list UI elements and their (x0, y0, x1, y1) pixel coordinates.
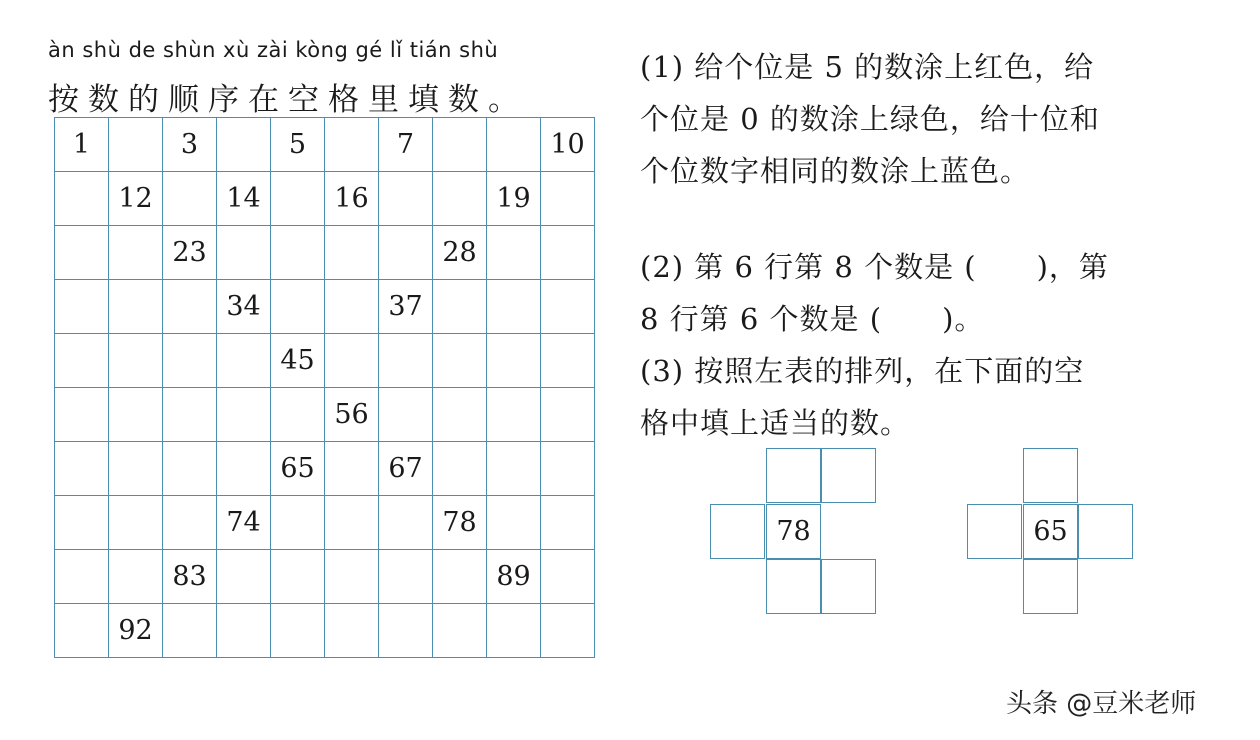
grid-cell-empty[interactable] (217, 334, 271, 388)
grid-cell-number: 28 (433, 226, 487, 280)
grid-cell-empty[interactable] (55, 226, 109, 280)
grid-cell-empty[interactable] (325, 226, 379, 280)
grid-cell-empty[interactable] (163, 496, 217, 550)
grid-cell-empty[interactable] (379, 496, 433, 550)
grid-row (55, 604, 595, 658)
grid-row (55, 442, 595, 496)
grid-cell-empty[interactable] (541, 226, 595, 280)
grid-cell-empty[interactable] (55, 334, 109, 388)
grid-cell-number: 23 (163, 226, 217, 280)
grid-cell-empty[interactable] (55, 604, 109, 658)
question-2-line-2-start: 8 行第 6 个数是 ( (640, 302, 883, 336)
grid-cell-number: 10 (541, 118, 595, 172)
grid-cell-empty[interactable] (217, 118, 271, 172)
grid-cell-number: 74 (217, 496, 271, 550)
grid-cell-empty[interactable] (487, 442, 541, 496)
grid-cell-number: 16 (325, 172, 379, 226)
grid-cell-number: 89 (487, 550, 541, 604)
grid-row (55, 118, 595, 172)
grid-row (55, 388, 595, 442)
grid-cell-empty[interactable] (379, 388, 433, 442)
grid-cell-number: 67 (379, 442, 433, 496)
grid-cell-empty[interactable] (271, 172, 325, 226)
grid-cell-empty[interactable] (217, 442, 271, 496)
grid-cell-empty[interactable] (217, 604, 271, 658)
grid-cell-empty[interactable] (433, 550, 487, 604)
puzzle-right (967, 448, 1135, 616)
grid-cell-empty[interactable] (325, 118, 379, 172)
grid-cell-empty[interactable] (379, 226, 433, 280)
grid-cell-empty[interactable] (271, 604, 325, 658)
grid-cell-empty[interactable] (109, 334, 163, 388)
grid-cell-empty[interactable] (379, 604, 433, 658)
question-2-line-1-start: (2) 第 6 行第 8 个数是 ( (640, 250, 977, 284)
grid-cell-empty[interactable] (271, 550, 325, 604)
grid-cell-empty[interactable] (217, 550, 271, 604)
question-1 (640, 41, 1100, 197)
question-2-line-2-end: )。 (942, 302, 985, 336)
grid-cell-empty[interactable] (109, 550, 163, 604)
grid-cell-empty[interactable] (487, 496, 541, 550)
grid-cell-empty[interactable] (55, 172, 109, 226)
grid-cell-empty[interactable] (541, 280, 595, 334)
grid-cell-empty[interactable] (109, 118, 163, 172)
grid-cell-empty[interactable] (325, 334, 379, 388)
grid-cell-number: 1 (55, 118, 109, 172)
question-2-line-1-end: )，第 (1036, 250, 1109, 284)
grid-cell-empty[interactable] (541, 334, 595, 388)
grid-cell-number: 37 (379, 280, 433, 334)
grid-cell-empty[interactable] (433, 280, 487, 334)
grid-cell-empty[interactable] (163, 280, 217, 334)
grid-cell-empty[interactable] (433, 172, 487, 226)
grid-cell-empty[interactable] (433, 118, 487, 172)
grid-cell-number: 3 (163, 118, 217, 172)
grid-cell-empty[interactable] (217, 388, 271, 442)
grid-cell-empty[interactable] (109, 226, 163, 280)
grid-cell-empty[interactable] (55, 388, 109, 442)
grid-cell-empty[interactable] (271, 496, 325, 550)
grid-cell-number: 19 (487, 172, 541, 226)
grid-cell-number: 12 (109, 172, 163, 226)
puzzle-cell[interactable] (821, 559, 876, 614)
grid-cell-empty[interactable] (541, 496, 595, 550)
grid-cell-number: 92 (109, 604, 163, 658)
grid-cell-empty[interactable] (487, 334, 541, 388)
instruction-heading: 按数的顺序在空格里填数。 (48, 82, 528, 118)
grid-cell-empty[interactable] (217, 226, 271, 280)
grid-cell-empty[interactable] (541, 388, 595, 442)
grid-cell-empty[interactable] (433, 604, 487, 658)
grid-cell-empty[interactable] (163, 388, 217, 442)
grid-cell-number: 5 (271, 118, 325, 172)
grid-cell-empty[interactable] (55, 442, 109, 496)
grid-cell-empty[interactable] (163, 172, 217, 226)
grid-cell-empty[interactable] (55, 496, 109, 550)
grid-cell-empty[interactable] (433, 442, 487, 496)
grid-cell-empty[interactable] (55, 280, 109, 334)
question-3-line-2: 格中填上适当的数。 (640, 406, 911, 440)
question-2 (640, 241, 1109, 345)
grid-cell-empty[interactable] (271, 226, 325, 280)
question-1-line-1: (1) 给个位是 5 的数涂上红色，给 (640, 50, 1095, 84)
puzzle-cell[interactable] (1078, 504, 1133, 559)
grid-cell-empty[interactable] (433, 334, 487, 388)
grid-cell-empty[interactable] (271, 280, 325, 334)
grid-cell-empty[interactable] (433, 388, 487, 442)
grid-cell-empty[interactable] (487, 280, 541, 334)
grid-cell-number: 65 (271, 442, 325, 496)
grid-cell-number: 56 (325, 388, 379, 442)
grid-row (55, 226, 595, 280)
grid-cell-number: 7 (379, 118, 433, 172)
grid-cell-empty[interactable] (379, 172, 433, 226)
grid-cell-empty[interactable] (325, 280, 379, 334)
grid-cell-empty[interactable] (325, 604, 379, 658)
grid-cell-number: 14 (217, 172, 271, 226)
grid-cell-empty[interactable] (163, 604, 217, 658)
puzzle-center-cell: 78 (766, 504, 821, 559)
puzzle-cell[interactable] (1023, 559, 1078, 614)
puzzle-cell[interactable] (766, 559, 821, 614)
grid-cell-empty[interactable] (163, 442, 217, 496)
grid-cell-empty[interactable] (541, 172, 595, 226)
grid-cell-empty[interactable] (325, 442, 379, 496)
grid-cell-empty[interactable] (109, 496, 163, 550)
grid-cell-empty[interactable] (325, 550, 379, 604)
grid-row (55, 172, 595, 226)
pinyin-line: àn shù de shùn xù zài kòng gé lǐ tián shù (48, 38, 499, 62)
grid-cell-number: 78 (433, 496, 487, 550)
grid-cell-empty[interactable] (163, 334, 217, 388)
puzzle-cell[interactable] (710, 504, 765, 559)
puzzle-cell[interactable] (766, 448, 821, 503)
grid-cell-empty[interactable] (541, 604, 595, 658)
grid-cell-empty[interactable] (541, 442, 595, 496)
number-grid (54, 117, 595, 658)
grid-cell-empty[interactable] (55, 550, 109, 604)
grid-cell-empty[interactable] (379, 334, 433, 388)
question-1-line-2: 个位是 0 的数涂上绿色，给十位和 (640, 102, 1100, 136)
grid-cell-number: 34 (217, 280, 271, 334)
question-3-line-1: (3) 按照左表的排列，在下面的空 (640, 354, 1085, 388)
grid-cell-empty[interactable] (379, 550, 433, 604)
grid-cell-empty[interactable] (271, 388, 325, 442)
grid-cell-empty[interactable] (541, 550, 595, 604)
watermark: 头条 @豆米老师 (1006, 689, 1197, 719)
grid-row (55, 496, 595, 550)
grid-cell-empty[interactable] (109, 388, 163, 442)
question-1-line-3: 个位数字相同的数涂上蓝色。 (640, 154, 1031, 188)
grid-row (55, 280, 595, 334)
puzzle-cell[interactable] (1023, 448, 1078, 503)
puzzle-left (710, 448, 878, 616)
grid-cell-empty[interactable] (109, 442, 163, 496)
grid-cell-empty[interactable] (487, 118, 541, 172)
question-3 (640, 345, 1084, 449)
grid-cell-empty[interactable] (487, 226, 541, 280)
grid-cell-number: 45 (271, 334, 325, 388)
puzzle-center-cell: 65 (1023, 504, 1078, 559)
grid-cell-empty[interactable] (487, 604, 541, 658)
grid-cell-number: 83 (163, 550, 217, 604)
puzzle-cell[interactable] (967, 504, 1022, 559)
puzzle-cell[interactable] (821, 448, 876, 503)
grid-cell-empty[interactable] (109, 280, 163, 334)
grid-cell-empty[interactable] (325, 496, 379, 550)
grid-row (55, 334, 595, 388)
grid-cell-empty[interactable] (487, 388, 541, 442)
grid-row (55, 550, 595, 604)
